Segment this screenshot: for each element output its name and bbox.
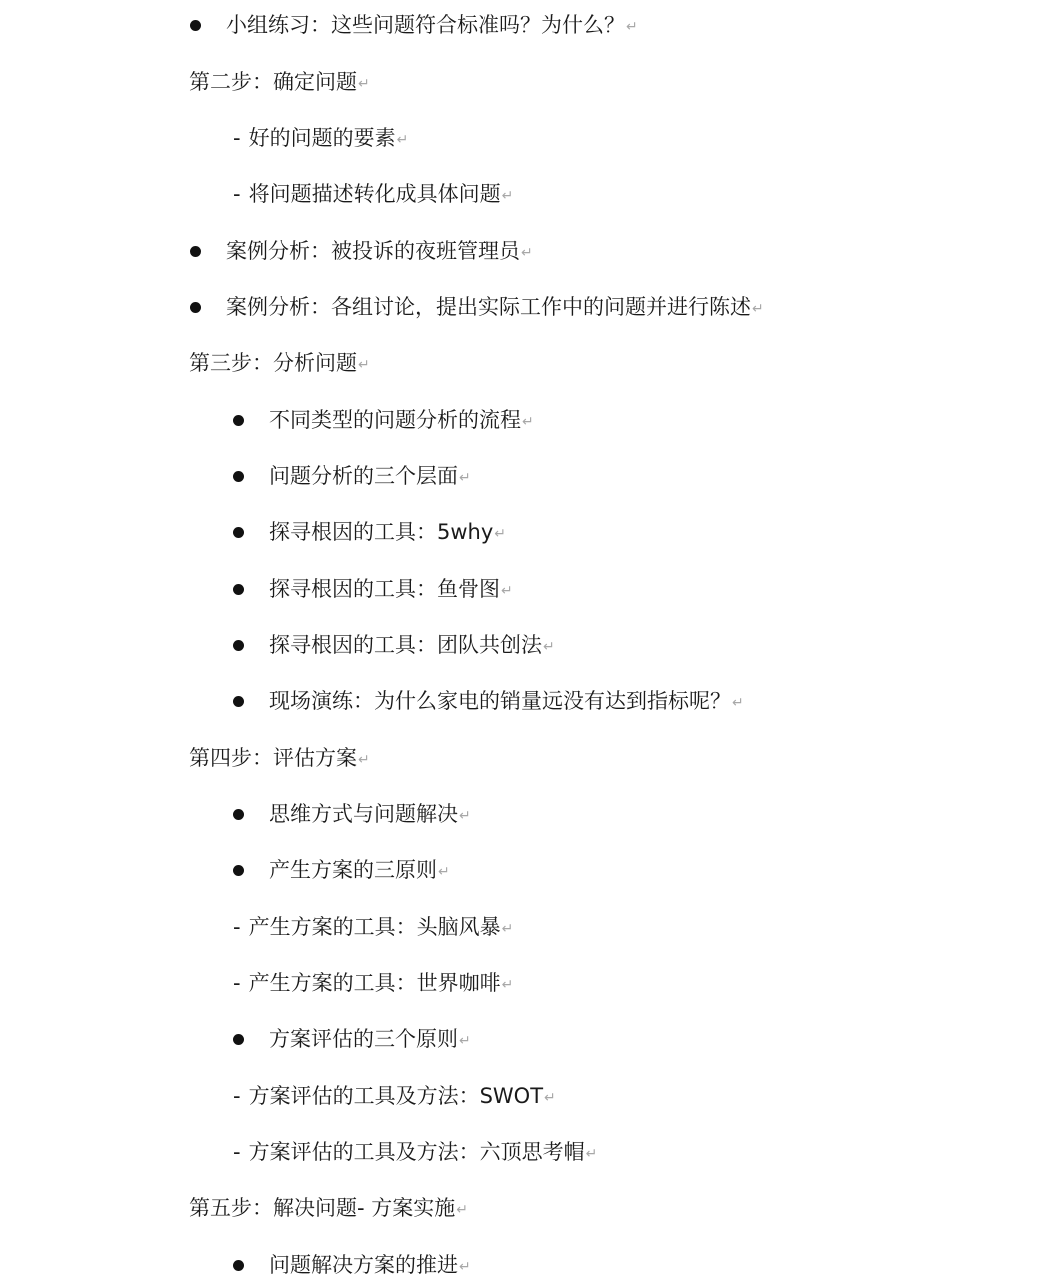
paragraph-mark-icon: ↵: [626, 19, 638, 35]
paragraph-mark-icon: ↵: [438, 864, 450, 880]
list-item: [233, 461, 471, 491]
bullet-icon: [233, 527, 244, 538]
paragraph-mark-icon: ↵: [358, 752, 370, 768]
paragraph-mark-icon: ↵: [752, 301, 764, 317]
list-item: [233, 517, 506, 547]
section-heading-text: 第三步：分析问题: [189, 351, 357, 375]
list-item: [233, 1081, 556, 1111]
bullet-icon: [233, 415, 244, 426]
list-item: [233, 1250, 471, 1280]
paragraph-mark-icon: ↵: [494, 526, 507, 542]
list-item-text: 探寻根因的工具：团队共创法: [269, 633, 542, 657]
bullet-icon: [233, 1260, 244, 1271]
list-item-text: 小组练习：这些问题符合标准吗？为什么？: [226, 13, 625, 37]
list-item-text: 产生方案的工具：头脑风暴: [248, 915, 501, 939]
dash-marker: -: [233, 1140, 241, 1164]
section-heading-text: 第五步：解决问题- 方案实施: [189, 1196, 456, 1220]
dash-marker: -: [233, 971, 241, 995]
bullet-icon: [190, 20, 201, 31]
list-item: [233, 968, 513, 998]
list-item: [190, 236, 533, 266]
list-item: [233, 912, 513, 942]
list-item-text: 问题解决方案的推进: [269, 1253, 458, 1277]
list-item: [233, 405, 534, 435]
paragraph-mark-icon: ↵: [459, 1033, 471, 1049]
list-item-text: 案例分析：被投诉的夜班管理员: [226, 239, 520, 263]
paragraph-mark-icon: ↵: [522, 414, 534, 430]
bullet-icon: [233, 640, 244, 651]
paragraph-mark-icon: ↵: [732, 695, 744, 711]
paragraph-mark-icon: ↵: [396, 132, 409, 148]
list-item: [233, 630, 555, 660]
list-item: [233, 1137, 597, 1167]
paragraph-mark-icon: ↵: [459, 1259, 471, 1275]
paragraph-mark-icon: ↵: [543, 639, 555, 655]
bullet-icon: [190, 302, 201, 313]
paragraph-mark-icon: ↵: [544, 1090, 556, 1106]
list-item-text: 探寻根因的工具：鱼骨图: [269, 577, 500, 601]
list-item: [233, 123, 408, 153]
list-item: [233, 179, 513, 209]
list-item-text: 问题分析的三个层面: [269, 464, 458, 488]
paragraph-mark-icon: ↵: [501, 921, 514, 937]
bullet-icon: [233, 471, 244, 482]
list-item-text: 方案评估的工具及方法：SWOT: [248, 1084, 544, 1108]
bullet-icon: [233, 696, 244, 707]
paragraph-mark-icon: ↵: [501, 977, 514, 993]
list-item: [190, 292, 764, 322]
paragraph-mark-icon: ↵: [358, 357, 370, 373]
list-item-text: 不同类型的问题分析的流程: [269, 408, 521, 432]
list-item-text: 现场演练：为什么家电的销量远没有达到指标呢？: [269, 689, 731, 713]
paragraph-mark-icon: ↵: [521, 245, 533, 261]
bullet-icon: [233, 1034, 244, 1045]
list-item: [190, 10, 638, 40]
bullet-icon: [233, 809, 244, 820]
list-item: [233, 574, 513, 604]
bullet-icon: [233, 584, 244, 595]
list-item-text: 思维方式与问题解决: [269, 802, 458, 826]
bullet-icon: [190, 246, 201, 257]
dash-marker: -: [233, 126, 241, 150]
paragraph-mark-icon: ↵: [585, 1146, 598, 1162]
list-item-text: 将问题描述转化成具体问题: [248, 182, 501, 206]
section-heading: [189, 348, 370, 378]
dash-marker: -: [233, 915, 241, 939]
bullet-icon: [233, 865, 244, 876]
list-item: [233, 855, 450, 885]
list-item-text: 探寻根因的工具：5why: [269, 520, 494, 544]
list-item-text: 方案评估的三个原则: [269, 1027, 458, 1051]
list-item: [233, 799, 471, 829]
paragraph-mark-icon: ↵: [456, 1202, 468, 1218]
section-heading: [189, 67, 370, 97]
list-item: [233, 1024, 471, 1054]
list-item-text: 方案评估的工具及方法：六顶思考帽: [248, 1140, 585, 1164]
paragraph-mark-icon: ↵: [358, 76, 370, 92]
section-heading: [189, 743, 370, 773]
paragraph-mark-icon: ↵: [501, 188, 514, 204]
list-item: [233, 686, 744, 716]
section-heading-text: 第四步：评估方案: [189, 746, 357, 770]
section-heading-text: 第二步：确定问题: [189, 70, 357, 94]
paragraph-mark-icon: ↵: [501, 583, 513, 599]
dash-marker: -: [233, 182, 241, 206]
dash-marker: -: [233, 1084, 241, 1108]
list-item-text: 产生方案的三原则: [269, 858, 437, 882]
list-item-text: 产生方案的工具：世界咖啡: [248, 971, 501, 995]
section-heading: [189, 1193, 468, 1223]
paragraph-mark-icon: ↵: [459, 808, 471, 824]
list-item-text: 好的问题的要素: [248, 126, 396, 150]
list-item-text: 案例分析：各组讨论，提出实际工作中的问题并进行陈述: [226, 295, 751, 319]
paragraph-mark-icon: ↵: [459, 470, 471, 486]
